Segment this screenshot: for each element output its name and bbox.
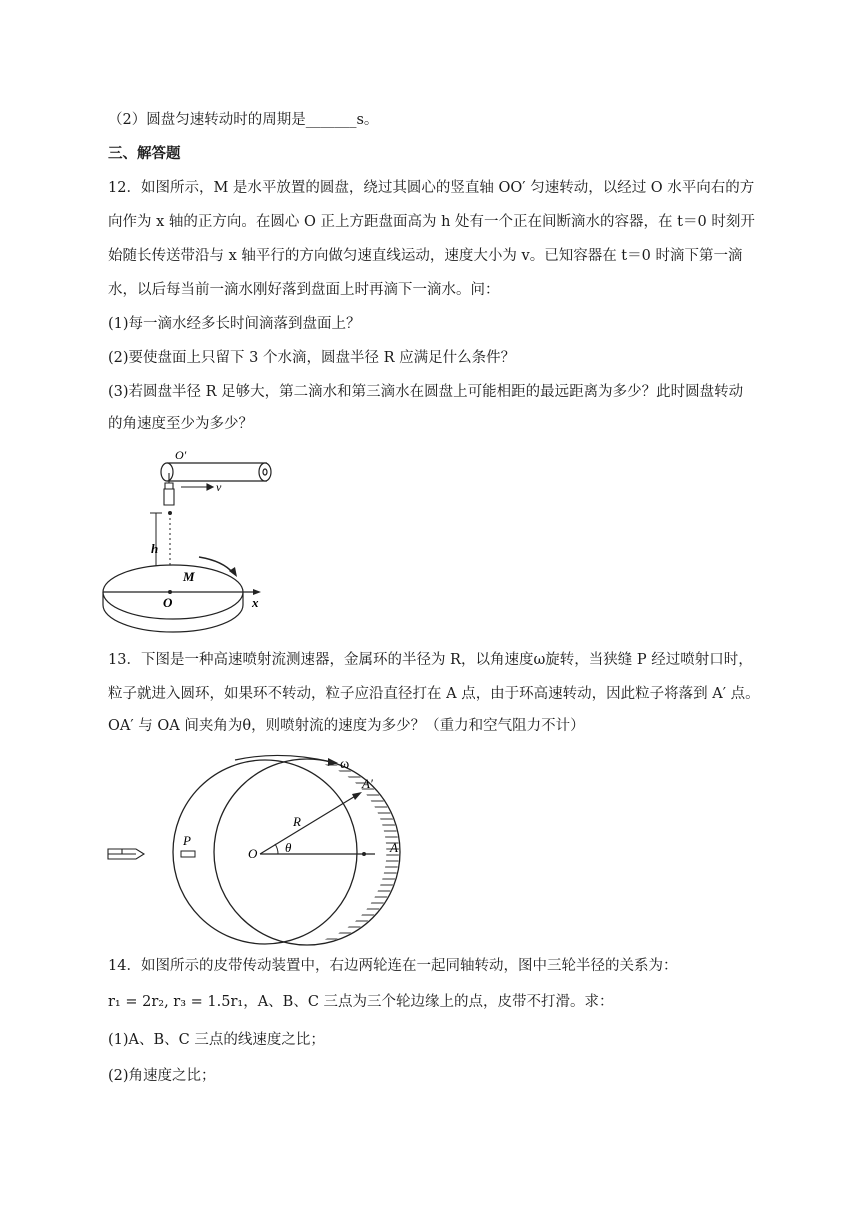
label-o: O: [163, 595, 173, 610]
label-o-prime: O′: [175, 448, 187, 462]
slit-p: [181, 851, 195, 857]
disk: [103, 565, 255, 632]
q12-sub3a: (3)若圆盘半径 R 足够大，第二滴水和第三滴水在圆盘上可能相距的最远距离为多少？此时圆盘转动: [108, 384, 744, 400]
q12-line2: 向作为 x 轴的正方向。在圆心 O 正上方距盘面高为 h 处有一个正在间断滴水的容器，在 t＝0 时刻开: [108, 214, 755, 230]
q12-sub1: (1)每一滴水经多长时间滴落到盘面上？: [108, 316, 361, 332]
q13-line3: OA′ 与 OA 间夹角为θ，则喷射流的速度为多少？（重力和空气阻力不计）: [108, 718, 585, 734]
q14-sub1: (1)A、B、C 三点的线速度之比；: [108, 1032, 325, 1048]
q12-line3: 始随长传送带沿与 x 轴平行的方向做匀速直线运动，速度大小为 v。已知容器在 t＝0 时滴下第一滴: [108, 248, 743, 264]
q14-line2: r₁ = 2r₂, r₃ = 1.5r₁，A、B、C 三点为三个轮边缘上的点，皮带不打滑。求：: [108, 994, 614, 1010]
theta-arc: [275, 844, 278, 854]
q12-line1: 12．如图所示，M 是水平放置的圆盘，绕过其圆心的竖直轴 OO′ 匀速转动，以经过 O 水平向右的方: [108, 180, 755, 196]
water-drop: [168, 511, 172, 515]
q13-figure: [100, 748, 420, 948]
q12-sub2: (2)要使盘面上只留下 3 个水滴，圆盘半径 R 应满足什么条件？: [108, 350, 516, 366]
q12-figure: [95, 445, 275, 635]
rotation-arrowhead: [229, 567, 237, 577]
label-p: P: [183, 833, 191, 848]
q12-line4: 水，以后每当前一滴水刚好落到盘面上时再滴下一滴水。问：: [108, 282, 500, 298]
conveyor-belt: [161, 463, 271, 481]
label-a-prime: A′: [362, 776, 373, 791]
label-theta: θ: [285, 840, 292, 855]
ring-original: [173, 760, 357, 944]
label-r: R: [293, 814, 301, 829]
radius-oa-prime: [260, 795, 357, 854]
label-m: M: [183, 569, 195, 584]
q14-sub2: (2)角速度之比；: [108, 1068, 216, 1084]
label-a: A: [390, 840, 398, 855]
radius-arrowhead: [352, 792, 362, 800]
section-title: 三、解答题: [108, 145, 181, 162]
label-v: v: [216, 480, 222, 494]
nozzle: [108, 849, 144, 859]
label-o: O: [248, 846, 258, 861]
q14-line1: 14．如图所示的皮带传动装置中，右边两轮连在一起同轴转动，图中三轮半径的关系为：: [108, 958, 678, 974]
label-omega: ω: [340, 757, 350, 772]
center-point: [168, 590, 172, 594]
label-h: h: [151, 541, 159, 556]
velocity-arrow: [181, 484, 213, 490]
q11-part2: （2）圆盘匀速转动时的周期是_______s。: [108, 112, 379, 128]
label-x: x: [252, 595, 259, 610]
point-a: [362, 852, 366, 856]
q13-line1: 13．下图是一种高速喷射流测速器，金属环的半径为 R，以角速度ω旋转，当狭缝 P 经过喷射口时，: [108, 652, 753, 668]
q13-line2: 粒子就进入圆环，如果环不转动，粒子应沿直径打在 A 点，由于环高速转动，因此粒子将落到 A′ 点。: [108, 686, 760, 702]
q12-sub3b: 的角速度至少为多少？: [108, 416, 253, 432]
